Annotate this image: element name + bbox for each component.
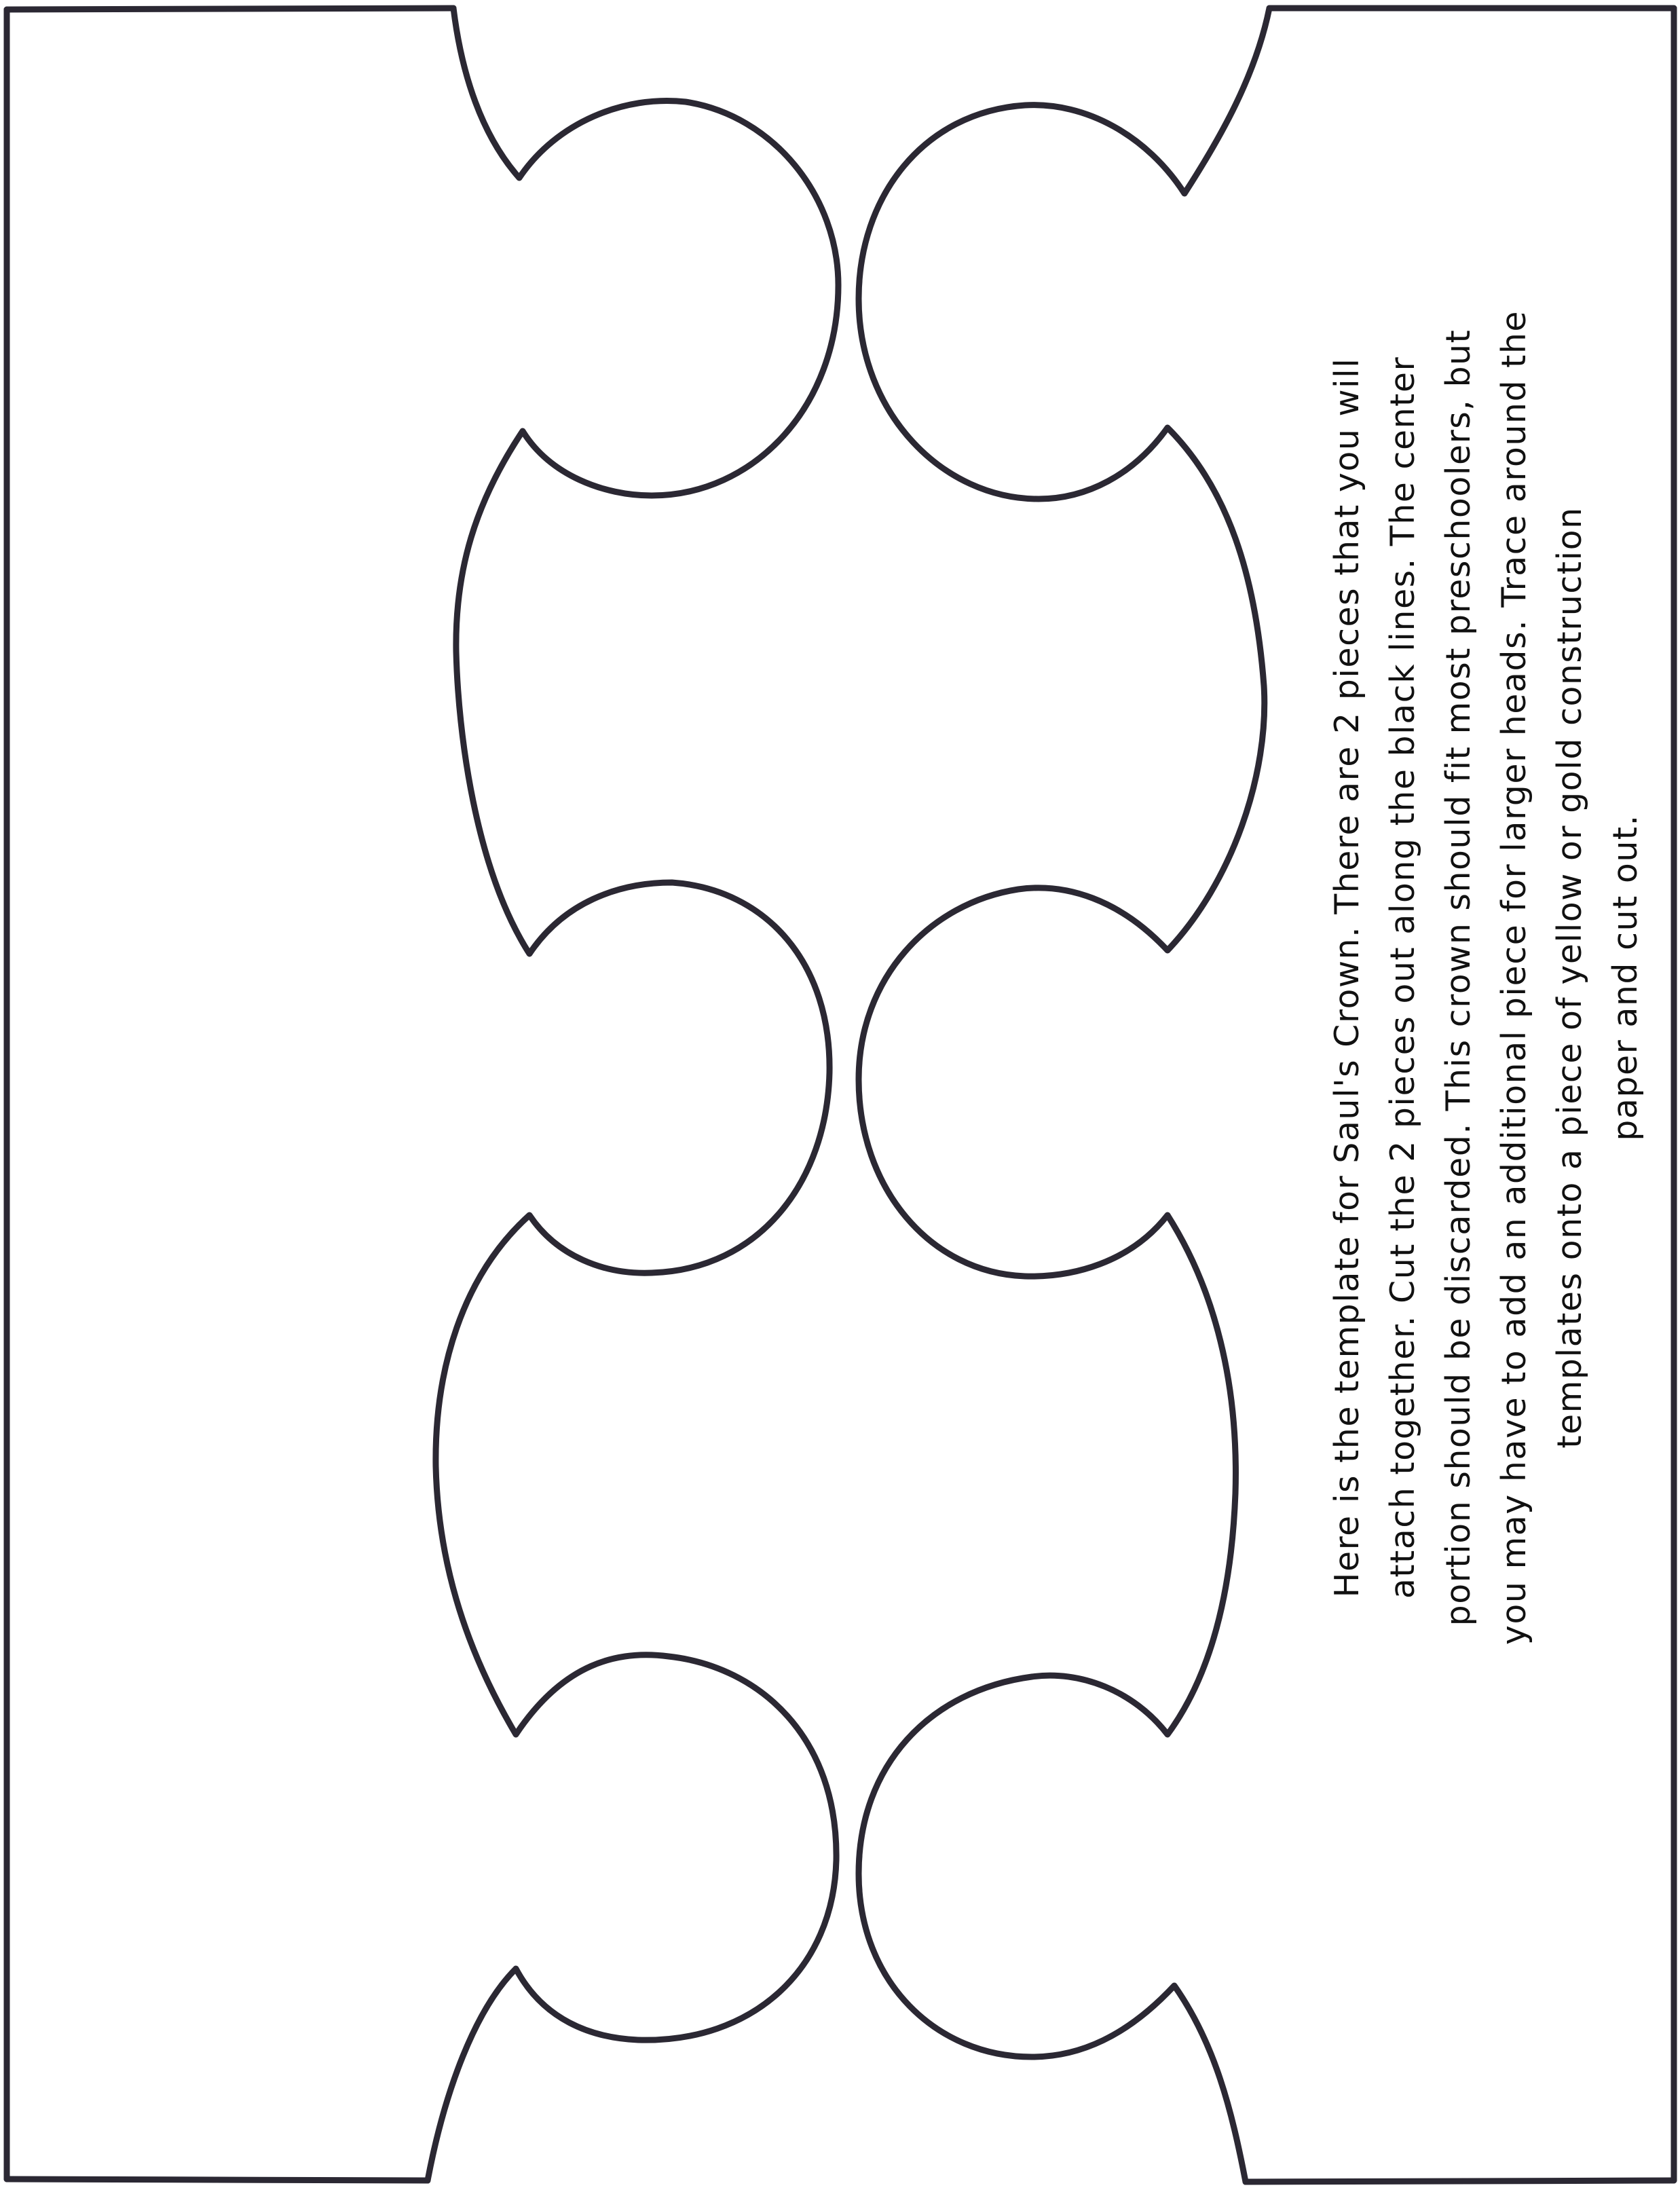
instructions-line: you may have to add an additional piece for larger heads. Trace around the (1495, 310, 1533, 1646)
right-piece-scallop-edge (859, 8, 1269, 2182)
instructions-line: paper and cut out. (1606, 814, 1645, 1141)
instructions-line: portion should be discarded. This crown should fit most preschoolers, but (1439, 329, 1478, 1627)
left-piece-bottom-edge (7, 2179, 428, 2180)
left-piece-top-edge (7, 8, 453, 10)
instructions-line: templates onto a piece of yellow or gold construction (1550, 506, 1589, 1449)
instructions-line: Here is the template for Saul's Crown. There are 2 pieces that you will (1328, 357, 1366, 1598)
instructions-line: attach together. Cut the 2 pieces out along the black lines. The center (1383, 356, 1422, 1599)
right-piece-bottom-edge (1246, 2180, 1674, 2182)
instructions-text (1320, 217, 1654, 1738)
left-piece-scallop-edge (428, 8, 838, 2180)
